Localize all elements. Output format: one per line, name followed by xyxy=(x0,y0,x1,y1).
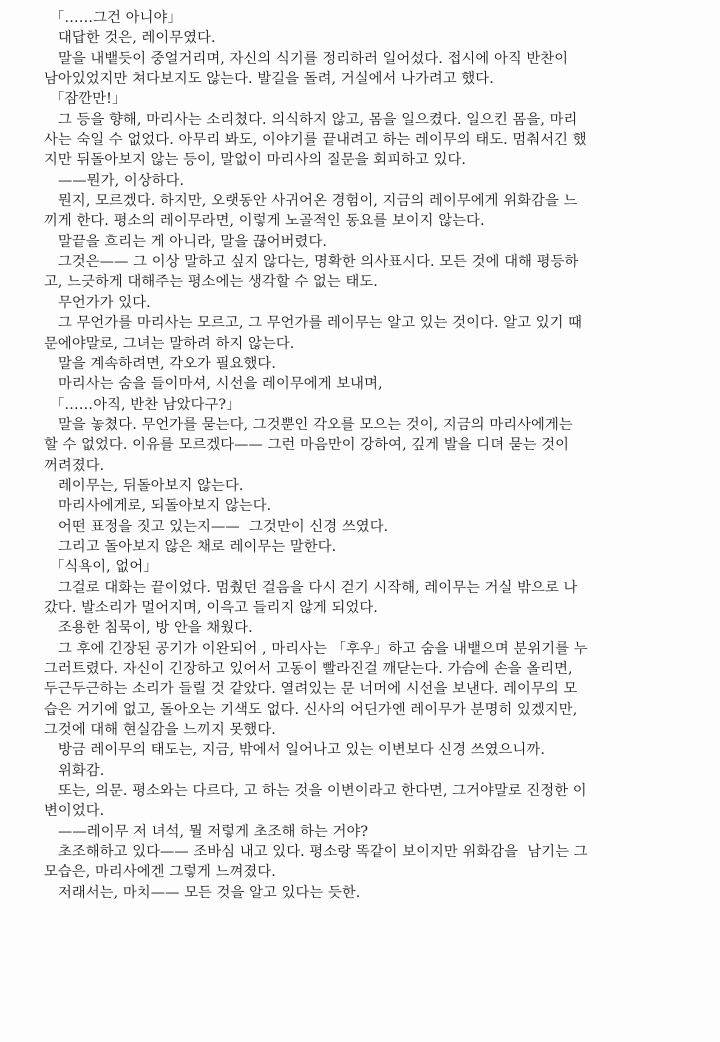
text-line: 마리사에게로, 되돌아보지 않는다. xyxy=(58,498,272,515)
text-line: 「식욕이, 없어」 xyxy=(50,559,158,576)
text-line: 말끝을 흐리는 게 아니라, 말을 끊어버렸다. xyxy=(58,233,327,250)
text-line: 조용한 침묵이, 방 안을 채웠다. xyxy=(58,620,253,637)
text-line: 말을 계속하려면, 각오가 필요했다. xyxy=(58,355,276,372)
text-line: ——뭔가, 이상하다. xyxy=(58,172,185,189)
text-line: 고, 느긋하게 대해주는 평소에는 생각할 수 없는 태도. xyxy=(44,274,378,291)
text-line: 또는, 의문. 평소와는 다르다, 고 하는 것을 이변이라고 한다면, 그거야말로 진정한 이 xyxy=(58,783,587,800)
text-line: 갔다. 발소리가 멀어지며, 이윽고 들리지 않게 되었다. xyxy=(44,599,378,616)
text-line: 문에야말로, 그녀는 말하려 하지 않는다. xyxy=(44,335,295,352)
text-line: 「……아직, 반찬 남았다구?」 xyxy=(50,396,241,413)
text-line: 두근두근하는 소리가 들릴 것 같았다. 열려있는 문 너머에 시선을 보낸다. 레이무의 모 xyxy=(44,681,578,698)
text-line: 그 등을 향해, 마리사는 소리쳤다. 의식하지 않고, 몸을 일으켰다. 일으킨 몸을, 마리 xyxy=(58,111,578,128)
text-line: 사는 숙일 수 없었다. 아무리 봐도, 이야기를 끝내려고 하는 레이무의 태도. 멈춰서긴 했 xyxy=(44,132,587,149)
text-line: 끼게 한다. 평소의 레이무라면, 이렇게 노골적인 동요를 보이지 않는다. xyxy=(44,213,485,230)
text-line: 초조해하고 있다—— 조바심 내고 있다. 평소랑 똑같이 보이지만 위화감을 남기는 그 xyxy=(58,844,588,861)
text-line: 무언가가 있다. xyxy=(58,294,151,311)
body-text xyxy=(44,8,684,903)
text-line: 변이었다. xyxy=(44,803,105,820)
text-line: 지만 뒤돌아보지 않는 등이, 말없이 마리사의 질문을 회피하고 있다. xyxy=(44,152,467,169)
text-line: 마리사는 숨을 들이마셔, 시선을 레이무에게 보내며, xyxy=(58,376,383,393)
text-line: ——레이무 저 녀석, 뭘 저렇게 초조해 하는 거야? xyxy=(58,823,369,840)
text-line: 뭔지, 모르겠다. 하지만, 오랫동안 사귀어온 경험이, 지금의 레이무에게 위화감을 느 xyxy=(58,193,578,210)
text-line: 「잠깐만!」 xyxy=(50,91,127,108)
text-line: 그리고 돌아보지 않은 채로 레이무는 말한다. xyxy=(58,538,337,555)
text-line: 레이무는, 뒤돌아보지 않는다. xyxy=(58,477,244,494)
text-line: 방금 레이무의 태도는, 지금, 밖에서 일어나고 있는 이변보다 신경 쓰였으니까. xyxy=(58,742,545,759)
text-line: 모습은, 마리사에겐 그렇게 느껴졌다. xyxy=(44,864,276,881)
text-line: 어떤 표정을 짓고 있는지—— 그것만이 신경 쓰였다. xyxy=(58,518,389,535)
text-line: 그 무언가를 마리사는 모르고, 그 무언가를 레이무는 알고 있는 것이다. 알고 있기 때 xyxy=(58,315,583,332)
text-line: 할 수 없었다. 이유를 모르겠다—— 그런 마음만이 강하여, 깊게 발을 디뎌 묻는 것이 xyxy=(44,437,570,454)
text-line: 그 후에 긴장된 공기가 이완되어 , 마리사는 「후우」하고 숨을 내뱉으며 분위기를 누 xyxy=(58,640,588,657)
text-line: 그것은—— 그 이상 말하고 싶지 않다는, 명확한 의사표시다. 모든 것에 대해 평등하 xyxy=(58,254,579,271)
text-line: 말을 내뱉듯이 중얼거리며, 자신의 식기를 정리하러 일어섰다. 접시에 아직 반찬이 xyxy=(58,50,569,67)
text-line: 말을 놓쳤다. 무언가를 묻는다, 그것뿐인 각오를 모으는 것이, 지금의 마리사에게는 xyxy=(58,416,573,433)
text-line: 위화감. xyxy=(58,762,105,779)
text-line: 대답한 것은, 레이무였다. xyxy=(58,30,216,47)
text-line: 습은 거기에 없고, 돌아오는 기색도 없다. 신사의 어딘가엔 레이무가 분명히 있겠지만, xyxy=(44,701,578,718)
text-line: 그걸로 대화는 끝이었다. 멈췄던 걸음을 다시 걷기 시작해, 레이무는 거실 밖으로 나 xyxy=(58,579,578,596)
text-line: 남아있었지만 쳐다보지도 않는다. 발길을 돌려, 거실에서 나가려고 했다. xyxy=(44,71,494,88)
text-line: 꺼려졌다. xyxy=(44,457,105,474)
text-line: 그것에 대해 현실감을 느끼지 못했다. xyxy=(44,722,276,739)
text-line: 저래서는, 마치—— 모든 것을 알고 있다는 듯한. xyxy=(58,884,361,901)
text-line: 「……그건 아니야」 xyxy=(50,10,182,26)
text-line: 그러트렸다. 자신이 긴장하고 있어서 고동이 빨라진걸 깨닫는다. 가슴에 손을 올리면, xyxy=(44,661,573,677)
